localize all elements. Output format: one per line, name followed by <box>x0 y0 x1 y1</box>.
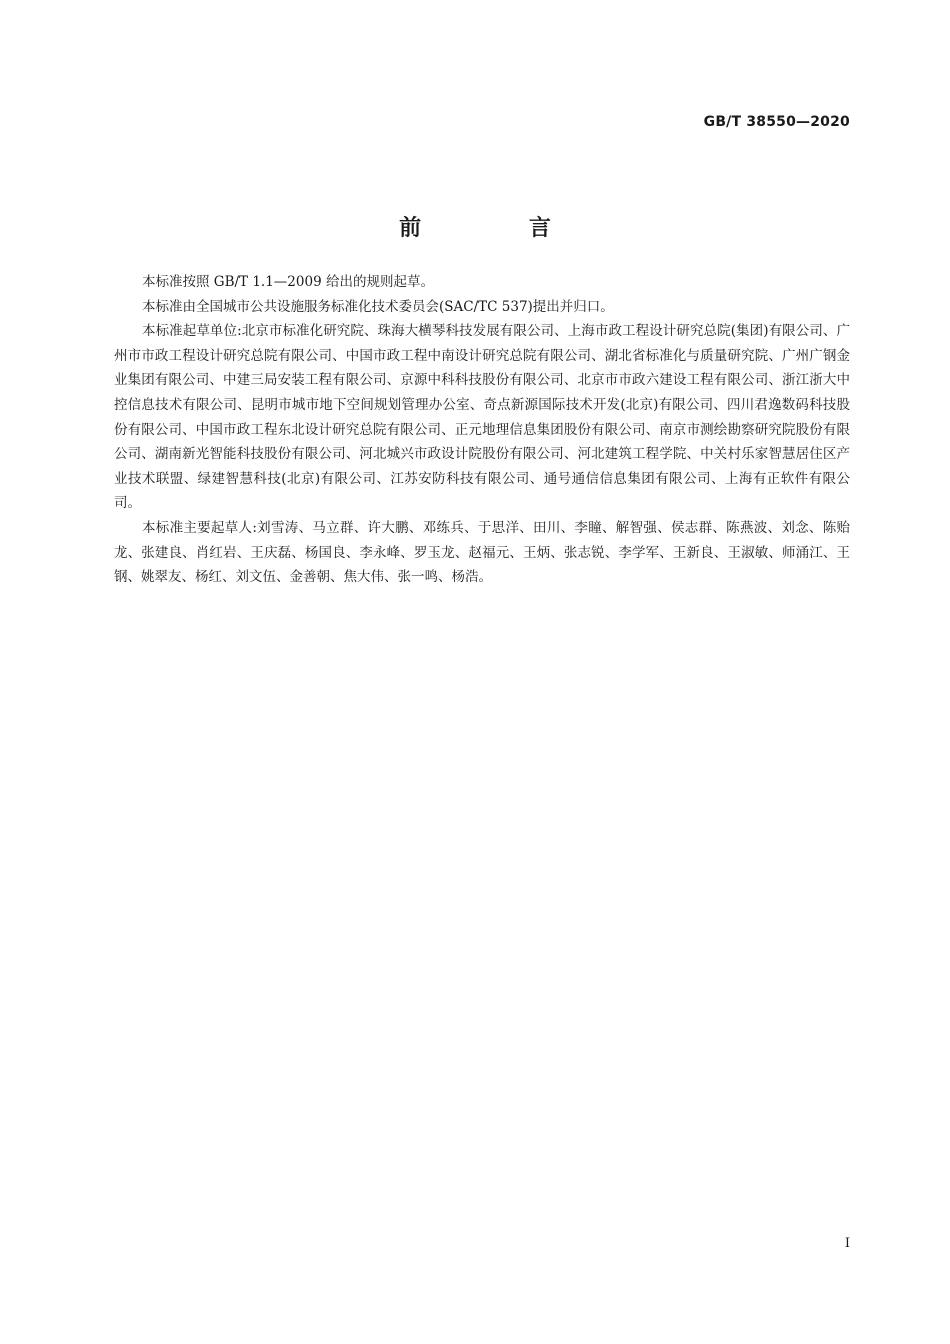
page-number: I <box>844 1236 850 1251</box>
paragraph-drafting-units: 本标准起草单位:北京市标准化研究院、珠海大横琴科技发展有限公司、上海市政工程设计研究总院(集团)有限公司、广州市市政工程设计研究总院有限公司、中国市政工程中南设计研究总院有限公司、湖北省标准化与质量研究院、广州广钢金业集团有限公司、中建三局安装工程有限公司、京源中科科技股份有限公司、北京市市政六建设工程有限公司、浙江浙大中控信息技术有限公司、昆明市城市地下空间规划管理办公室、奇点新源国际技术开发(北京)有限公司、四川君逸数码科技股份有限公司、中国市政工程东北设计研究总院有限公司、正元地理信息集团股份有限公司、南京市测绘勘察研究院股份有限公司、湖南新光智能科技股份有限公司、河北城兴市政设计院股份有限公司、河北建筑工程学院、中关村乐家智慧居住区产业技术联盟、绿建智慧科技(北京)有限公司、江苏安防科技有限公司、通号通信信息集团有限公司、上海有正软件有限公司。 <box>114 323 850 512</box>
paragraph-proposer: 本标准由全国城市公共设施服务标准化技术委员会(SAC/TC 537)提出并归口。 <box>142 298 614 315</box>
paragraph-main-drafters: 本标准主要起草人:刘雪涛、马立群、许大鹏、邓练兵、于思洋、田川、李瞳、解智强、侯志群、陈燕波、刘念、陈贻龙、张建良、肖红岩、王庆磊、杨国良、李永峰、罗玉龙、赵福元、王炳、张志锐、李学军、王新良、王淑敏、师涌江、王钢、姚翠友、杨红、刘文伍、金善朝、焦大伟、张一鸣、杨浩。 <box>114 519 850 586</box>
page-title: 前 言 <box>399 215 601 241</box>
paragraph-drafting-rules: 本标准按照 GB/T 1.1—2009 给出的规则起草。 <box>142 274 434 290</box>
document-body <box>114 270 850 590</box>
standard-number: GB/T 38550—2020 <box>703 114 850 130</box>
